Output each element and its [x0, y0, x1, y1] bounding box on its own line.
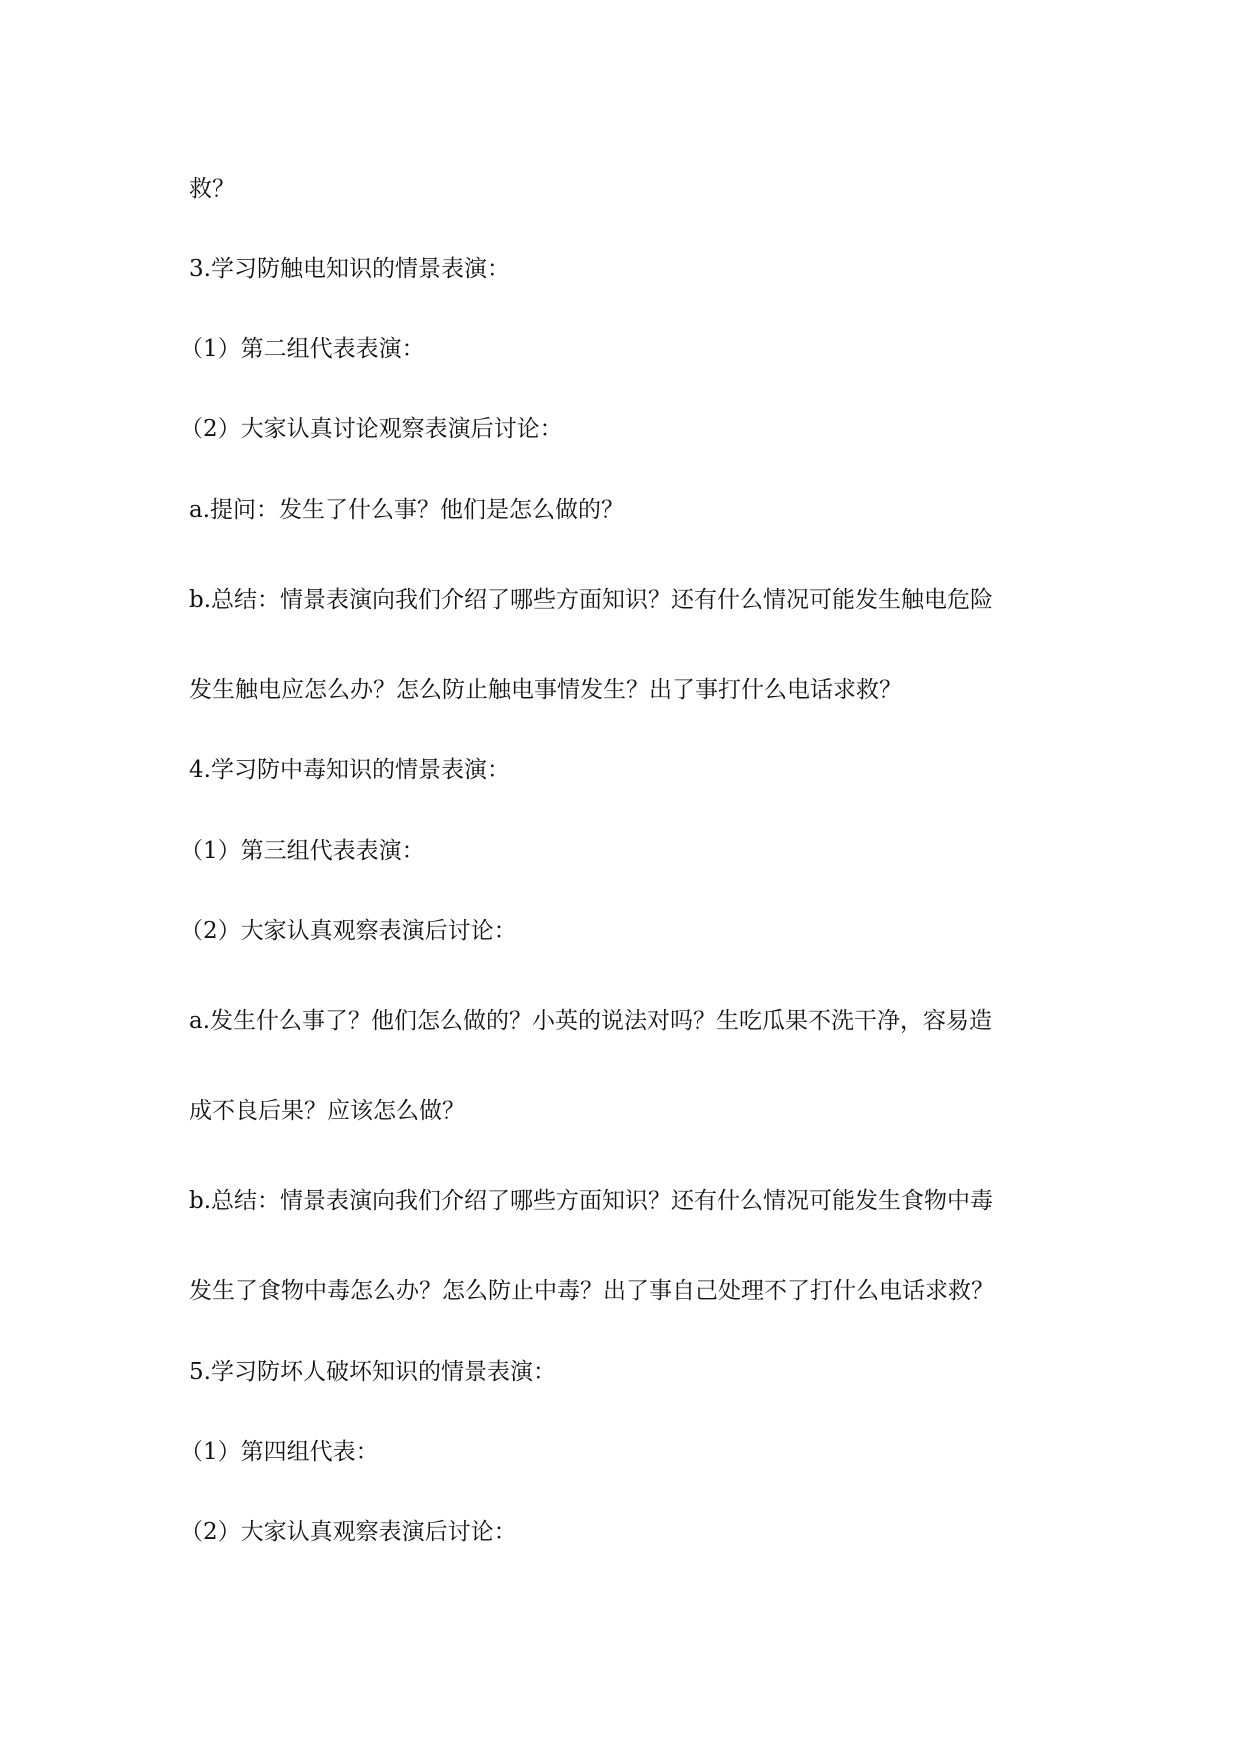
text-line-3: （1）第二组代表表演： [180, 336, 425, 362]
section-4-heading: 4.学习防中毒知识的情景表演： [189, 757, 510, 783]
text-line-1: 救？ [189, 176, 235, 202]
text-line-7: 发生触电应怎么办？怎么防止触电事情发生？出了事打什么电话求救？ [189, 677, 902, 703]
text-line-9: （1）第三组代表表演： [180, 838, 425, 864]
text-line-6: b.总结：情景表演向我们介绍了哪些方面知识？还有什么情况可能发生触电危险 [189, 587, 994, 613]
text-line-11: a.发生什么事了？他们怎么做的？小英的说法对吗？生吃瓜果不洗干净，容易造 [189, 1008, 993, 1034]
text-line-16: （1）第四组代表： [180, 1439, 379, 1465]
text-line-17: （2）大家认真观察表演后讨论： [180, 1519, 517, 1545]
text-line-14: 发生了食物中毒怎么办？怎么防止中毒？出了事自己处理不了打什么电话求救？ [189, 1278, 994, 1304]
text-line-13: b.总结：情景表演向我们介绍了哪些方面知识？还有什么情况可能发生食物中毒 [189, 1188, 994, 1214]
section-3-heading: 3.学习防触电知识的情景表演： [189, 256, 510, 282]
section-5-heading: 5.学习防坏人破坏知识的情景表演： [189, 1359, 556, 1385]
text-line-12: 成不良后果？应该怎么做？ [189, 1098, 465, 1124]
text-line-4: （2）大家认真讨论观察表演后讨论： [180, 416, 563, 442]
text-line-5: a.提问：发生了什么事？他们是怎么做的？ [189, 497, 625, 523]
text-line-10: （2）大家认真观察表演后讨论： [180, 918, 517, 944]
